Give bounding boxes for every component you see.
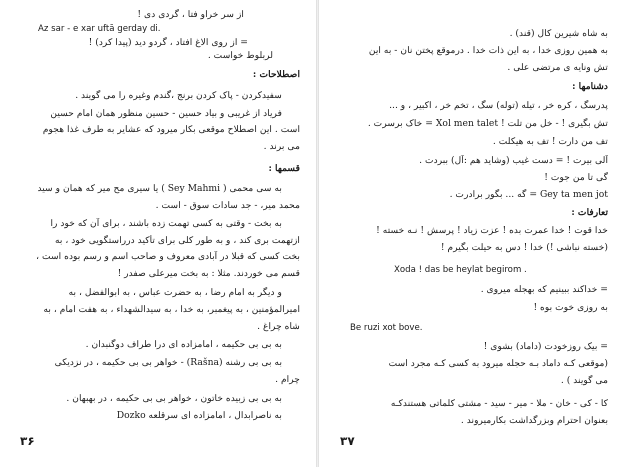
left-line-17: و دیگر به امام رضا ، به حضرت عباس ، به ابوالفضل ، به bbox=[68, 287, 282, 298]
left-line-3: = از روی الاغ افتاد ، گردو دید (پیدا کرد) ! bbox=[88, 37, 248, 48]
left-line-23: به بی بی زبیده خاتون ، خواهر بی بی حکیمه ، در بهبهان . bbox=[66, 393, 282, 404]
left-line-21: به بی بی رشنه (Rašna) - خواهر بی بی حکیمه ، در نزدیکی bbox=[54, 357, 282, 368]
right-line-8: آلی بیرت ! = دست غیب (وشاید هم :آل) ببردت . bbox=[419, 155, 608, 166]
left-line-2: Az sar - e xar uftā gerday di. bbox=[38, 24, 161, 34]
right-line-6: تش بگیری ! - خل من تلت ! Xol men talet = خاک برسرت . bbox=[367, 118, 608, 129]
right-line-7: تف من دارت ! تف به هیکلت . bbox=[492, 136, 608, 147]
left-line-24: به ناصرابدال ، امامزاده ای سرقلعه Dozko bbox=[116, 410, 282, 421]
left-line-13: به بخت - وقتی به کسی تهمت زده باشند ، برای آن که خود را bbox=[50, 218, 282, 229]
left-line-14: ازتهمت بری کند ، و به طور کلی برای تأکید درراستگویی خود ، به bbox=[54, 235, 300, 246]
right-page bbox=[318, 0, 636, 467]
left-line-8: است . این اصطلاح موقعی بکار میرود که عشایر به طرف غذا هجوم bbox=[42, 124, 300, 135]
right-line-14: Xoda ! das be heylat begirom . bbox=[394, 265, 527, 275]
right-line-1: به شاه شیرین کال (قند) . bbox=[509, 28, 608, 39]
left-line-20: به بی بی حکیمه ، امامزاده ای درا طراف دوگنبدان . bbox=[85, 339, 282, 350]
right-line-19: (موقعی کـه داماد بـه حجله میرود به کسی کـه مجرد است bbox=[388, 358, 608, 369]
left-heading-idioms: اصطلاحات : bbox=[252, 69, 300, 80]
right-heading-courtesies: تعارفات : bbox=[571, 207, 608, 218]
right-line-15: = خداکند ببینیم که بهجله میروی . bbox=[480, 284, 608, 295]
left-line-16: قسم می خوردند. مثلا : به بخت میرعلی صفدر ! bbox=[117, 268, 300, 279]
right-line-12: خدا قوت ! خدا عمرت بده ! عزت زیاد ! پرسش ! نـه خسته ! bbox=[376, 225, 608, 236]
right-line-16: به روزی خوت بوه ! bbox=[533, 302, 608, 313]
left-line-1: از سر خراو فتا ، گردی دی ! bbox=[137, 9, 244, 20]
right-line-3: تش ونایه ی مرتضی علی . bbox=[507, 62, 608, 73]
left-page-number: ۳۶ bbox=[20, 434, 35, 448]
right-line-22: بعنوان احترام وبزرگداشت بکارمیروند . bbox=[460, 415, 608, 426]
left-line-9: می برند . bbox=[263, 141, 300, 152]
left-line-7: فریاد از غریبی و بیاد حسین - حسین منظور همان امام حسین bbox=[50, 108, 282, 119]
right-line-10: Gey ta men jot = گه ... بگور برادرت . bbox=[449, 189, 608, 200]
left-line-18: امیرالمؤمنین ، به پیغمبر، به خدا ، به سیدالشهداء ، به هفت امام ، به bbox=[43, 304, 300, 315]
left-line-6: سفیدکردن - پاک کردن برنج ،گندم وغیره را می گویند . bbox=[75, 90, 282, 101]
right-line-21: کا - کی - خان - ملا - میر - سید - مشتی کلماتی هستندکـه bbox=[390, 398, 608, 409]
right-page-number: ۳۷ bbox=[340, 434, 355, 448]
left-line-22: چرام . bbox=[275, 374, 300, 385]
right-line-2: به همین روزی خدا ، به این ذات خدا . درموقع پختن نان - به این bbox=[368, 45, 608, 56]
right-heading-insults: دشنامها : bbox=[572, 81, 608, 92]
left-line-11: به سی محمی ( Sey Mahmi ) یا سیری مح میر که همان و سید bbox=[37, 183, 282, 194]
left-heading-oaths: قسمها : bbox=[268, 163, 300, 174]
right-line-9: گی تا من جوت ! bbox=[544, 172, 608, 183]
left-line-19: شاه چراغ . bbox=[257, 321, 300, 332]
left-line-12: محمد میر، - جد سادات سوق - است . bbox=[155, 200, 300, 211]
left-line-15: بخت کسی که قبلا در آبادی معروف و صاحب اسم و رسم بوده است ، bbox=[36, 251, 300, 262]
right-line-13: (خسته نباشی !) خدا ! دس به حیلت بگیرم ! bbox=[440, 242, 608, 253]
right-line-5: پدرسگ ، کره خر ، تیله (توله) سگ ، تخم خر ، اکبیر ، و ... bbox=[389, 100, 608, 111]
right-line-18: = بیک روزخودت (داماد) بشوی ! bbox=[483, 341, 608, 352]
right-line-17: Be ruzi xot bove. bbox=[350, 323, 423, 333]
left-line-4: لربلوط خواست . bbox=[207, 50, 273, 61]
right-line-20: می گویند ) . bbox=[560, 375, 608, 386]
